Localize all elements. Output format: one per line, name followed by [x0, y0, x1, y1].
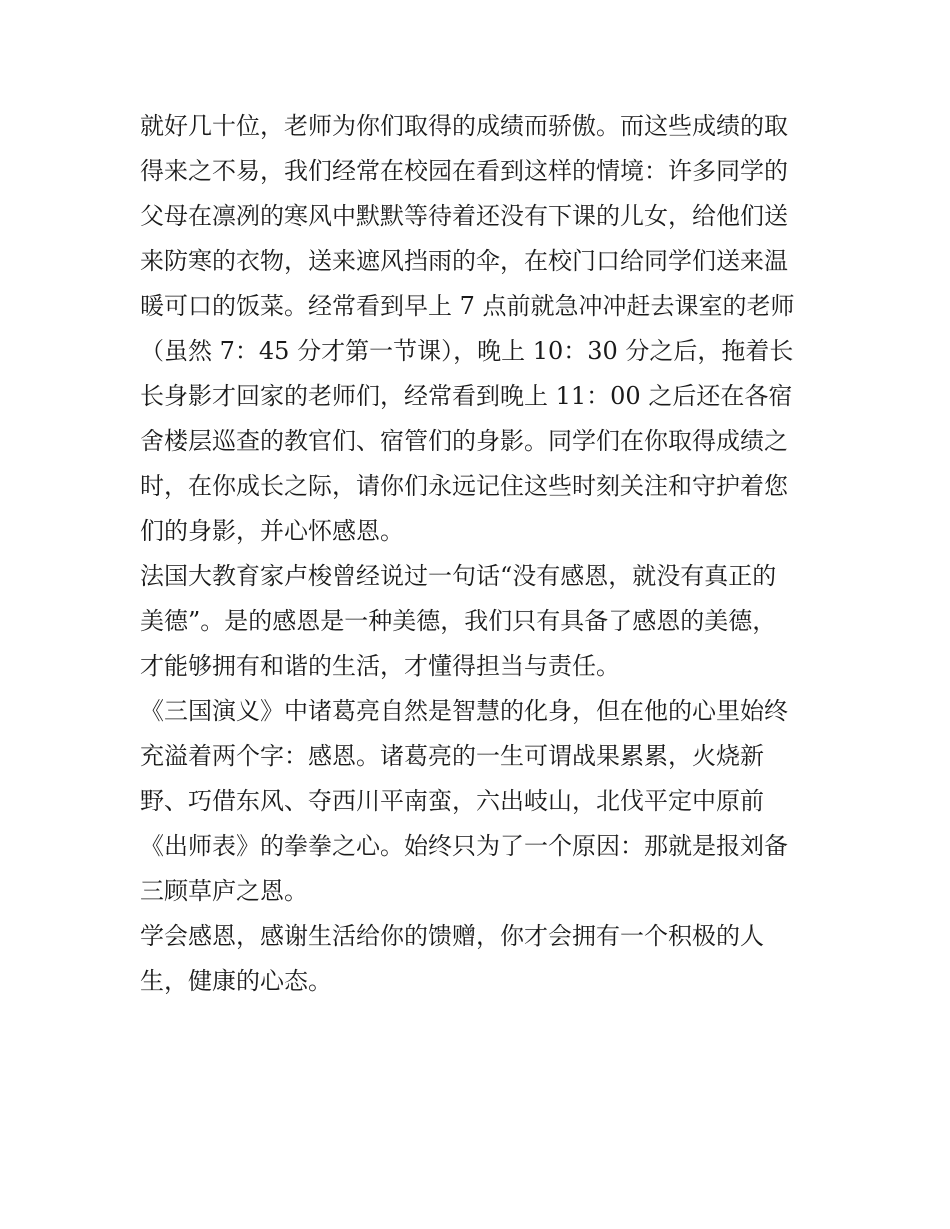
- text-line: 暖可口的饭菜。经常看到早上 7 点前就急冲冲赶去课室的老师: [140, 292, 795, 320]
- text-line: 长身影才回家的老师们，经常看到晚上 11：00 之后还在各宿: [140, 382, 793, 410]
- text-line: 三顾草庐之恩。: [140, 877, 308, 905]
- text-line: 美德”。是的感恩是一种美德，我们只有具备了感恩的美德，: [140, 607, 777, 635]
- text-line: 充溢着两个字：感恩。诸葛亮的一生可谓战果累累，火烧新: [140, 742, 764, 770]
- text-line: 就好几十位，老师为你们取得的成绩而骄傲。而这些成绩的取: [140, 112, 788, 140]
- document-body: [140, 104, 820, 1004]
- text-line: 野、巧借东风、夺西川平南蛮，六出岐山，北伐平定中原前: [140, 787, 764, 815]
- text-line: 得来之不易，我们经常在校园在看到这样的情境：许多同学的: [140, 157, 788, 185]
- text-line: （虽然 7：45 分才第一节课），晚上 10：30 分之后，拖着长: [140, 337, 794, 365]
- text-line: 来防寒的衣物，送来遮风挡雨的伞，在校门口给同学们送来温: [140, 247, 788, 275]
- text-line: 父母在凛冽的寒风中默默等待着还没有下课的儿女，给他们送: [140, 202, 788, 230]
- text-line: 《三国演义》中诸葛亮自然是智慧的化身，但在他的心里始终: [140, 697, 788, 725]
- paragraph-zhuge-liang: [140, 689, 820, 914]
- paragraph-gratitude-parents-teachers: [140, 104, 820, 554]
- text-line: 《出师表》的拳拳之心。始终只为了一个原因：那就是报刘备: [140, 832, 788, 860]
- text-line: 们的身影，并心怀感恩。: [140, 517, 404, 545]
- text-line: 舍楼层巡查的教官们、宿管们的身影。同学们在你取得成绩之: [140, 427, 788, 455]
- text-line: 法国大教育家卢梭曾经说过一句话“没有感恩，就没有真正的: [140, 562, 777, 590]
- paragraph-learn-gratitude: [140, 914, 820, 1004]
- text-line: 生，健康的心态。: [140, 967, 332, 995]
- text-line: 才能够拥有和谐的生活，才懂得担当与责任。: [140, 652, 620, 680]
- paragraph-rousseau-quote: [140, 554, 820, 689]
- text-line: 学会感恩，感谢生活给你的馈赠，你才会拥有一个积极的人: [140, 922, 764, 950]
- text-line: 时，在你成长之际，请你们永远记住这些时刻关注和守护着您: [140, 472, 788, 500]
